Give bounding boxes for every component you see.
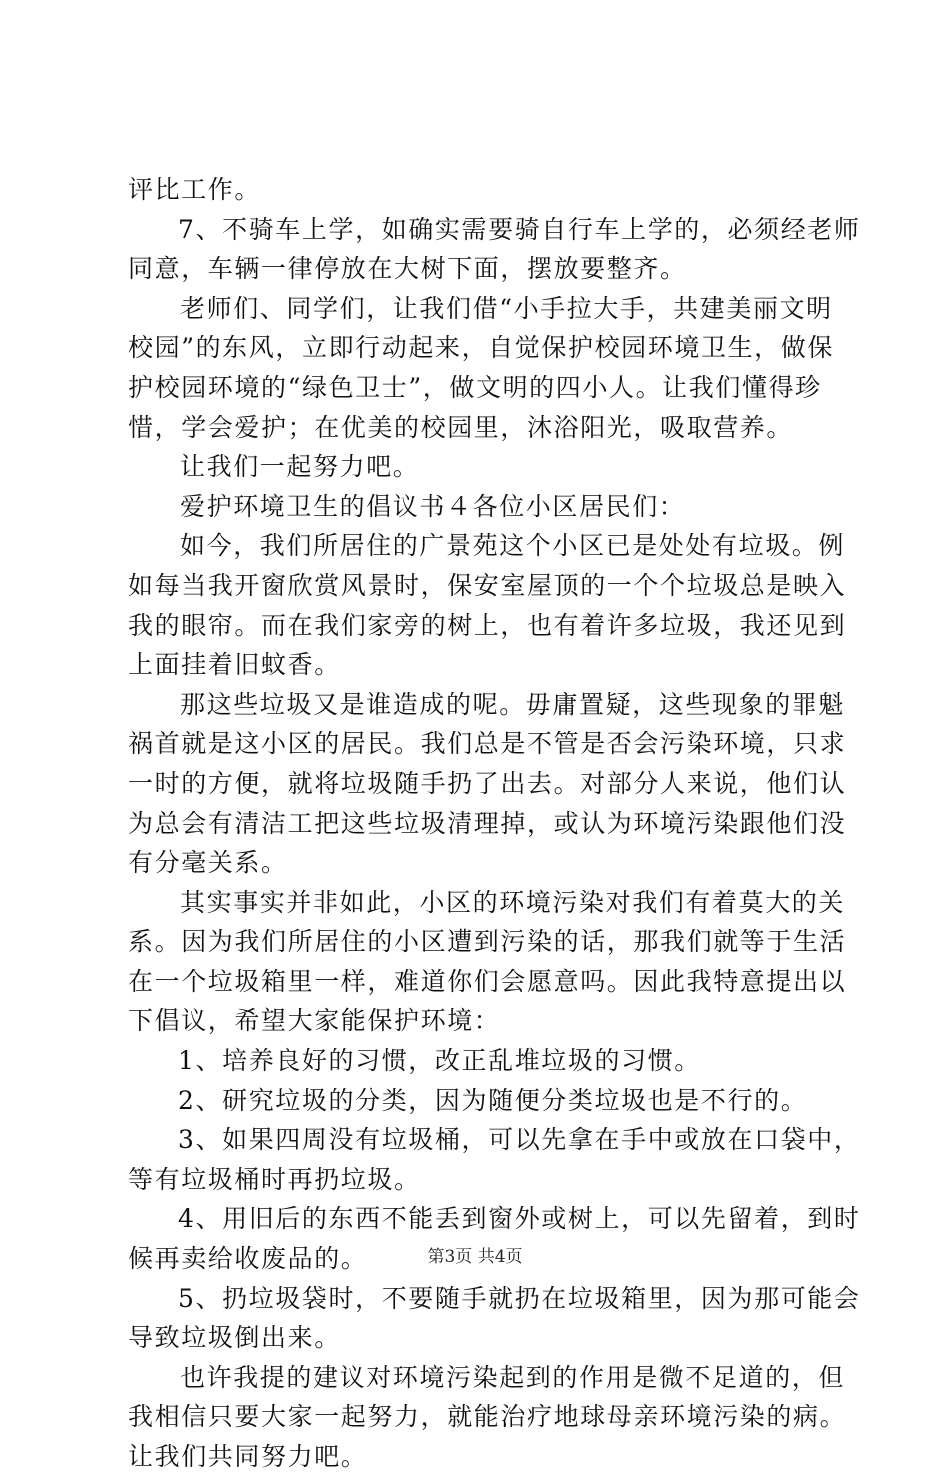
text-line: 在一个垃圾箱里一样，难道你们会愿意吗。因此我特意提出以 <box>128 966 847 996</box>
text-line: 2、研究垃圾的分类，因为随便分类垃圾也是不行的。 <box>178 1085 808 1115</box>
text-line: 惜，学会爱护；在优美的校园里，沐浴阳光，吸取营养。 <box>128 412 794 442</box>
text-line: 为总会有清洁工把这些垃圾清理掉，或认为环境污染跟他们没 <box>128 808 847 838</box>
text-line: 一时的方便，就将垃圾随手扔了出去。对部分人来说，他们认 <box>128 768 847 798</box>
text-line: 上面挂着旧蚊香。 <box>128 650 341 680</box>
text-line: 如今，我们所居住的广景苑这个小区已是处处有垃圾。例 <box>180 531 846 561</box>
text-line: 7、不骑车上学，如确实需要骑自行车上学的，必须经老师 <box>178 214 861 244</box>
text-line: 让我们一起努力吧。 <box>180 452 420 482</box>
text-line: 候再卖给收废品的。 <box>128 1244 368 1274</box>
page-number-footer: 第3页 共4页 <box>427 1247 523 1267</box>
text-line: 等有垃圾桶时再扔垃圾。 <box>128 1164 421 1194</box>
text-line: 有分毫关系。 <box>128 848 288 878</box>
text-line: 我相信只要大家一起努力，就能治疗地球母亲环境污染的病。 <box>128 1402 847 1432</box>
text-line: 我的眼帘。而在我们家旁的树上，也有着许多垃圾，我还见到 <box>128 610 847 640</box>
text-line: 评比工作。 <box>128 175 262 204</box>
text-line: 4、用旧后的东西不能丢到窗外或树上，可以先留着，到时 <box>178 1204 861 1234</box>
text-line: 下倡议，希望大家能保护环境： <box>128 1006 501 1036</box>
text-line: 那这些垃圾又是谁造成的呢。毋庸置疑，这些现象的罪魁 <box>180 689 846 719</box>
document-body <box>128 170 861 1477</box>
text-line: 校园”的东风，立即行动起来，自觉保护校园环境卫生，做保 <box>128 333 834 363</box>
text-line: 老师们、同学们，让我们借“小手拉大手，共建美丽文明 <box>180 293 833 323</box>
text-line: 同意，车辆一律停放在大树下面，摆放要整齐。 <box>128 254 687 284</box>
text-line: 5、扔垃圾袋时，不要随手就扔在垃圾箱里，因为那可能会 <box>178 1283 861 1313</box>
text-line: 1、培养良好的习惯，改正乱堆垃圾的习惯。 <box>178 1046 701 1076</box>
text-line: 祸首就是这小区的居民。我们总是不管是否会污染环境，只求 <box>128 729 847 759</box>
text-line: 如每当我开窗欣赏风景时，保安室屋顶的一个个垃圾总是映入 <box>128 570 847 600</box>
text-line: 其实事实并非如此，小区的环境污染对我们有着莫大的关 <box>180 887 846 917</box>
text-line: 导致垃圾倒出来。 <box>128 1323 341 1353</box>
text-line: 护校园环境的“绿色卫士”，做文明的四小人。让我们懂得珍 <box>128 372 822 402</box>
text-line: 也许我提的建议对环境污染起到的作用是微不足道的，但 <box>180 1362 846 1392</box>
text-line: 系。因为我们所居住的小区遭到污染的话，那我们就等于生活 <box>128 927 847 957</box>
text-line: 爱护环境卫生的倡议书４各位小区居民们： <box>180 491 686 521</box>
text-line: 让我们共同努力吧。 <box>128 1442 368 1471</box>
text-line: 3、如果四周没有垃圾桶，可以先拿在手中或放在口袋中， <box>178 1125 861 1155</box>
